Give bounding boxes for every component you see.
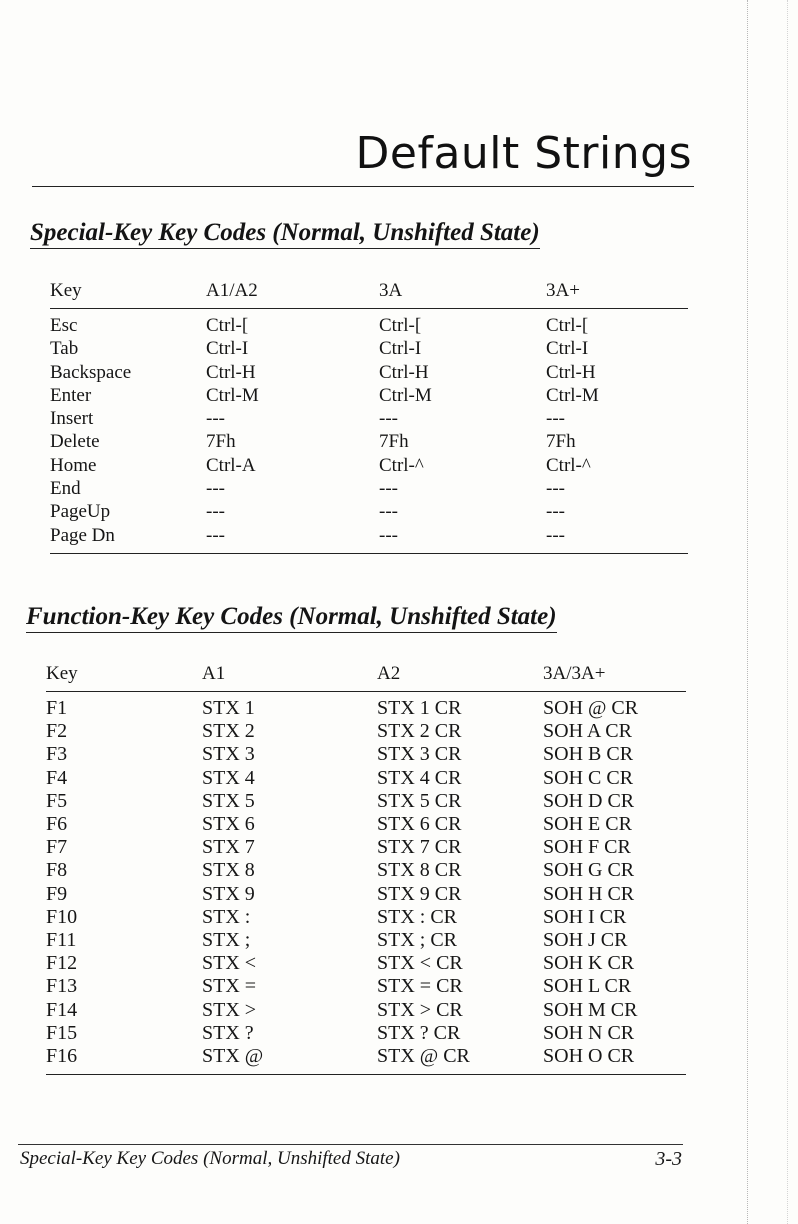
table-header-row <box>50 280 688 309</box>
code-cell: SOH @ CR <box>543 697 639 719</box>
table-row <box>50 384 688 407</box>
code-cell: Ctrl-H <box>546 361 596 383</box>
table-row <box>46 692 686 721</box>
table-row <box>50 524 688 554</box>
table-row <box>50 361 688 384</box>
key-name-cell: F4 <box>46 766 68 789</box>
table-row <box>46 1022 686 1045</box>
key-name-cell: F2 <box>46 720 68 743</box>
code-cell: Ctrl-M <box>206 384 259 406</box>
code-cell: SOH H CR <box>543 882 635 905</box>
special-keys-table <box>50 280 688 554</box>
title-rule <box>32 186 694 187</box>
key-name-cell: F8 <box>46 859 68 882</box>
code-cell: --- <box>379 501 398 523</box>
key-name-cell: PageUp <box>50 501 111 523</box>
code-cell: Ctrl-I <box>206 338 249 360</box>
code-cell: --- <box>546 408 565 430</box>
code-cell: SOH E CR <box>543 813 632 836</box>
code-cell: Ctrl-M <box>379 384 432 406</box>
key-name-cell: Page Dn <box>50 524 115 546</box>
code-cell: --- <box>206 478 225 500</box>
code-cell: STX 6 <box>202 813 255 836</box>
code-cell: 7Fh <box>206 431 236 453</box>
code-cell: SOH J CR <box>543 929 628 952</box>
table-row <box>50 407 688 430</box>
column-header-3a: 3A <box>379 280 403 301</box>
code-cell: STX > CR <box>377 998 463 1021</box>
key-name-cell: Enter <box>50 384 92 406</box>
table-row <box>46 790 686 813</box>
function-keys-heading: Function-Key Key Codes (Normal, Unshifted State) <box>26 603 557 633</box>
code-cell: STX : CR <box>377 905 458 928</box>
code-cell: Ctrl-I <box>379 338 422 360</box>
code-cell: --- <box>206 408 225 430</box>
code-cell: STX 6 CR <box>377 813 462 836</box>
page-edge-shadow <box>747 0 748 1224</box>
table-row <box>50 454 688 477</box>
code-cell: STX 5 <box>202 789 255 812</box>
code-cell: SOH C CR <box>543 766 634 789</box>
code-cell: --- <box>206 501 225 523</box>
table-header-row <box>46 663 686 692</box>
code-cell: STX < <box>202 952 257 975</box>
key-name-cell: Insert <box>50 408 94 430</box>
code-cell: SOH K CR <box>543 952 635 975</box>
key-name-cell: F15 <box>46 1021 78 1044</box>
key-name-cell: End <box>50 478 81 500</box>
key-name-cell: Tab <box>50 338 79 360</box>
table-row <box>50 500 688 523</box>
table-row <box>50 430 688 453</box>
key-name-cell: F14 <box>46 998 78 1021</box>
code-cell: STX ; CR <box>377 929 458 952</box>
key-name-cell: F6 <box>46 813 68 836</box>
code-cell: --- <box>546 524 565 546</box>
code-cell: SOH N CR <box>543 1021 635 1044</box>
key-name-cell: F13 <box>46 975 78 998</box>
table-row <box>46 720 686 743</box>
code-cell: --- <box>379 524 398 546</box>
table-row <box>46 767 686 790</box>
code-cell: STX ? CR <box>377 1021 461 1044</box>
code-cell: SOH B CR <box>543 743 634 766</box>
code-cell: --- <box>546 478 565 500</box>
page-edge-shadow <box>787 0 788 1224</box>
key-name-cell: Home <box>50 454 97 476</box>
column-header-a1-a2: A1/A2 <box>206 280 258 301</box>
code-cell: --- <box>206 524 225 546</box>
key-name-cell: F5 <box>46 789 68 812</box>
key-name-cell: F3 <box>46 743 68 766</box>
table-row <box>46 859 686 882</box>
code-cell: STX @ CR <box>377 1045 470 1068</box>
code-cell: SOH A CR <box>543 720 632 743</box>
code-cell: SOH G CR <box>543 859 635 882</box>
code-cell: Ctrl-I <box>546 338 589 360</box>
code-cell: STX 5 CR <box>377 789 462 812</box>
key-name-cell: F7 <box>46 836 68 859</box>
code-cell: STX ; <box>202 929 251 952</box>
code-cell: STX 2 <box>202 720 255 743</box>
table-row <box>46 813 686 836</box>
special-keys-heading: Special-Key Key Codes (Normal, Unshifted State) <box>30 219 540 249</box>
key-name-cell: F16 <box>46 1045 78 1068</box>
column-header-3a-3a-plus: 3A/3A+ <box>543 663 606 684</box>
key-name-cell: F10 <box>46 905 78 928</box>
code-cell: Ctrl-^ <box>379 454 424 476</box>
code-cell: STX < CR <box>377 952 463 975</box>
key-name-cell: F1 <box>46 697 68 719</box>
code-cell: SOH D CR <box>543 789 635 812</box>
code-cell: SOH I CR <box>543 905 627 928</box>
code-cell: SOH F CR <box>543 836 631 859</box>
code-cell: STX 3 CR <box>377 743 462 766</box>
code-cell: SOH L CR <box>543 975 632 998</box>
code-cell: --- <box>379 478 398 500</box>
table-row <box>50 309 688 338</box>
table-row <box>46 743 686 766</box>
key-name-cell: F12 <box>46 952 78 975</box>
code-cell: SOH O CR <box>543 1045 635 1068</box>
table-row <box>50 337 688 360</box>
code-cell: STX ? <box>202 1021 254 1044</box>
footer-rule <box>18 1144 683 1145</box>
code-cell: STX 4 CR <box>377 766 462 789</box>
code-cell: STX : <box>202 905 251 928</box>
table-row <box>46 975 686 998</box>
table-row <box>46 952 686 975</box>
table-row <box>46 999 686 1022</box>
key-name-cell: F9 <box>46 882 68 905</box>
code-cell: STX = CR <box>377 975 463 998</box>
table-row <box>46 1045 686 1075</box>
column-header-key: Key <box>46 663 78 684</box>
code-cell: --- <box>546 501 565 523</box>
table-row <box>46 906 686 929</box>
code-cell: Ctrl-[ <box>206 315 249 336</box>
code-cell: STX 7 <box>202 836 255 859</box>
table-row <box>46 836 686 859</box>
code-cell: SOH M CR <box>543 998 638 1021</box>
code-cell: --- <box>379 408 398 430</box>
key-name-cell: Backspace <box>50 361 132 383</box>
code-cell: Ctrl-M <box>546 384 599 406</box>
code-cell: 7Fh <box>379 431 409 453</box>
code-cell: 7Fh <box>546 431 576 453</box>
column-header-a1: A1 <box>202 663 226 684</box>
footer-section-title: Special-Key Key Codes (Normal, Unshifted State) <box>20 1148 400 1169</box>
code-cell: Ctrl-[ <box>546 315 589 336</box>
page-number: 3-3 <box>655 1148 682 1170</box>
key-name-cell: Esc <box>50 315 78 336</box>
column-header-a2: A2 <box>377 663 401 684</box>
code-cell: STX 2 CR <box>377 720 462 743</box>
code-cell: Ctrl-^ <box>546 454 591 476</box>
special-keys-body <box>50 309 688 554</box>
column-header-3a-plus: 3A+ <box>546 280 580 301</box>
table-row <box>46 883 686 906</box>
function-keys-body <box>46 692 686 1075</box>
code-cell: STX 1 CR <box>377 697 462 719</box>
key-name-cell: F11 <box>46 929 77 952</box>
table-row <box>50 477 688 500</box>
code-cell: Ctrl-[ <box>379 315 422 336</box>
code-cell: STX 9 CR <box>377 882 462 905</box>
table-row <box>46 929 686 952</box>
code-cell: STX 8 CR <box>377 859 462 882</box>
code-cell: Ctrl-A <box>206 454 256 476</box>
code-cell: STX 7 CR <box>377 836 462 859</box>
code-cell: STX 4 <box>202 766 255 789</box>
code-cell: STX @ <box>202 1045 264 1068</box>
code-cell: STX = <box>202 975 257 998</box>
code-cell: STX 9 <box>202 882 255 905</box>
key-name-cell: Delete <box>50 431 100 453</box>
code-cell: Ctrl-H <box>206 361 256 383</box>
code-cell: Ctrl-H <box>379 361 429 383</box>
page-title: Default Strings <box>355 128 692 179</box>
code-cell: STX 8 <box>202 859 255 882</box>
function-keys-table <box>46 663 686 1075</box>
code-cell: STX 3 <box>202 743 255 766</box>
code-cell: STX > <box>202 998 257 1021</box>
column-header-key: Key <box>50 280 82 301</box>
code-cell: STX 1 <box>202 697 255 719</box>
